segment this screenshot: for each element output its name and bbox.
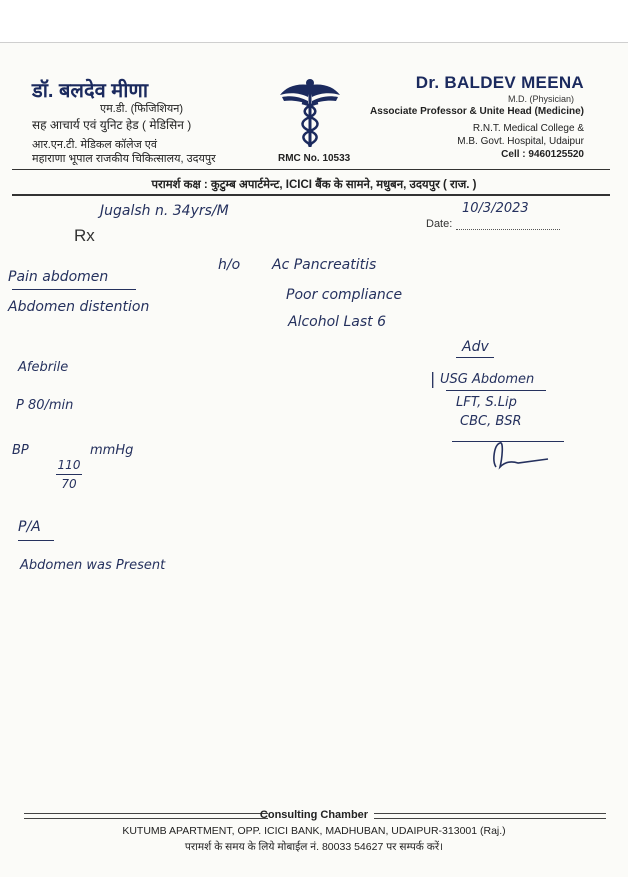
vital-temperature: Afebrile [18,360,69,375]
advice-underline [456,357,494,358]
footer-mobile-note: परामर्श के समय के लिये मोबाईल नं. 80033 54627 पर सम्पर्क करें। [184,841,444,853]
vital-pulse: P 80/min [16,398,74,413]
advice-item-1: USG Abdomen [440,372,535,387]
rmc-number: RMC No. 10533 [278,153,351,164]
header-rule-top [12,169,610,170]
bp-systolic: 110 [57,458,81,472]
history-2: Poor compliance [286,287,403,303]
rx-symbol: Rx [74,226,95,245]
date-label: Date: [426,218,453,230]
college-hindi: आर.एन.टी. मेडिकल कॉलेज एवं [32,139,157,151]
history-1: Ac Pancreatitis [272,257,377,273]
footer-rule-right [374,813,606,819]
doctor-signature [488,439,554,473]
complaint-2: Abdomen distention [8,299,150,315]
hospital-english: M.B. Govt. Hospital, Udaipur [457,136,584,147]
advice-item-1-underline [446,390,546,391]
advice-item-2: LFT, S.Lip [456,395,517,410]
degree-english: M.D. (Physician) [507,94,574,104]
doctor-name-english: Dr. BALDEV MEENA [415,73,584,92]
vital-bp-label: BP [12,443,29,458]
pa-heading: P/A [18,519,41,535]
patient-details: Jugalsh n. 34yrs/M [100,203,229,219]
caduceus-logo [278,77,342,149]
designation-english: Associate Professor & Unite Head (Medicine) [370,106,584,117]
header-rule-bottom [12,194,610,196]
doctor-name-hindi: डॉ. बलदेव मीणा [32,80,149,102]
bp-diastolic: 70 [61,477,77,491]
advice-heading: Adv [462,339,489,355]
footer-title: Consulting Chamber [259,809,369,821]
complaint-1: Pain abdomen [8,269,109,285]
pa-underline [18,540,54,541]
date-handwritten: 10/3/2023 [462,201,529,216]
bp-fraction [56,458,82,491]
cell-number: Cell : 9460125520 [501,149,584,160]
bp-unit: mmHg [90,443,134,458]
advice-bracket: | [430,369,436,388]
date-dotted-line [456,229,560,230]
footer-address: KUTUMB APARTMENT, OPP. ICICI BANK, MADHUBAN, UDAIPUR-313001 (Raj.) [122,825,506,837]
history-prefix: h/o [218,257,241,273]
consulting-address-hindi: परामर्श कक्ष : कुटुम्ब अपार्टमेन्ट, ICICI बैंक के सामने, मधुबन, उदयपुर ( राज. ) [151,179,477,191]
designation-hindi: सह आचार्य एवं युनिट हेड ( मेडिसिन ) [32,118,192,132]
pa-findings: Abdomen was Present [20,558,166,573]
degree-hindi: एम.डी. (फिजिशियन) [100,103,184,115]
bp-fraction-bar [56,474,82,475]
college-english: R.N.T. Medical College & [472,123,584,134]
hospital-hindi: महाराणा भूपाल राजकीय चिकित्सालय, उदयपुर [32,153,216,165]
prescription-page [0,42,628,877]
advice-item-3: CBC, BSR [460,414,522,429]
complaint-underline [12,289,136,290]
history-3: Alcohol Last 6 [288,314,387,330]
